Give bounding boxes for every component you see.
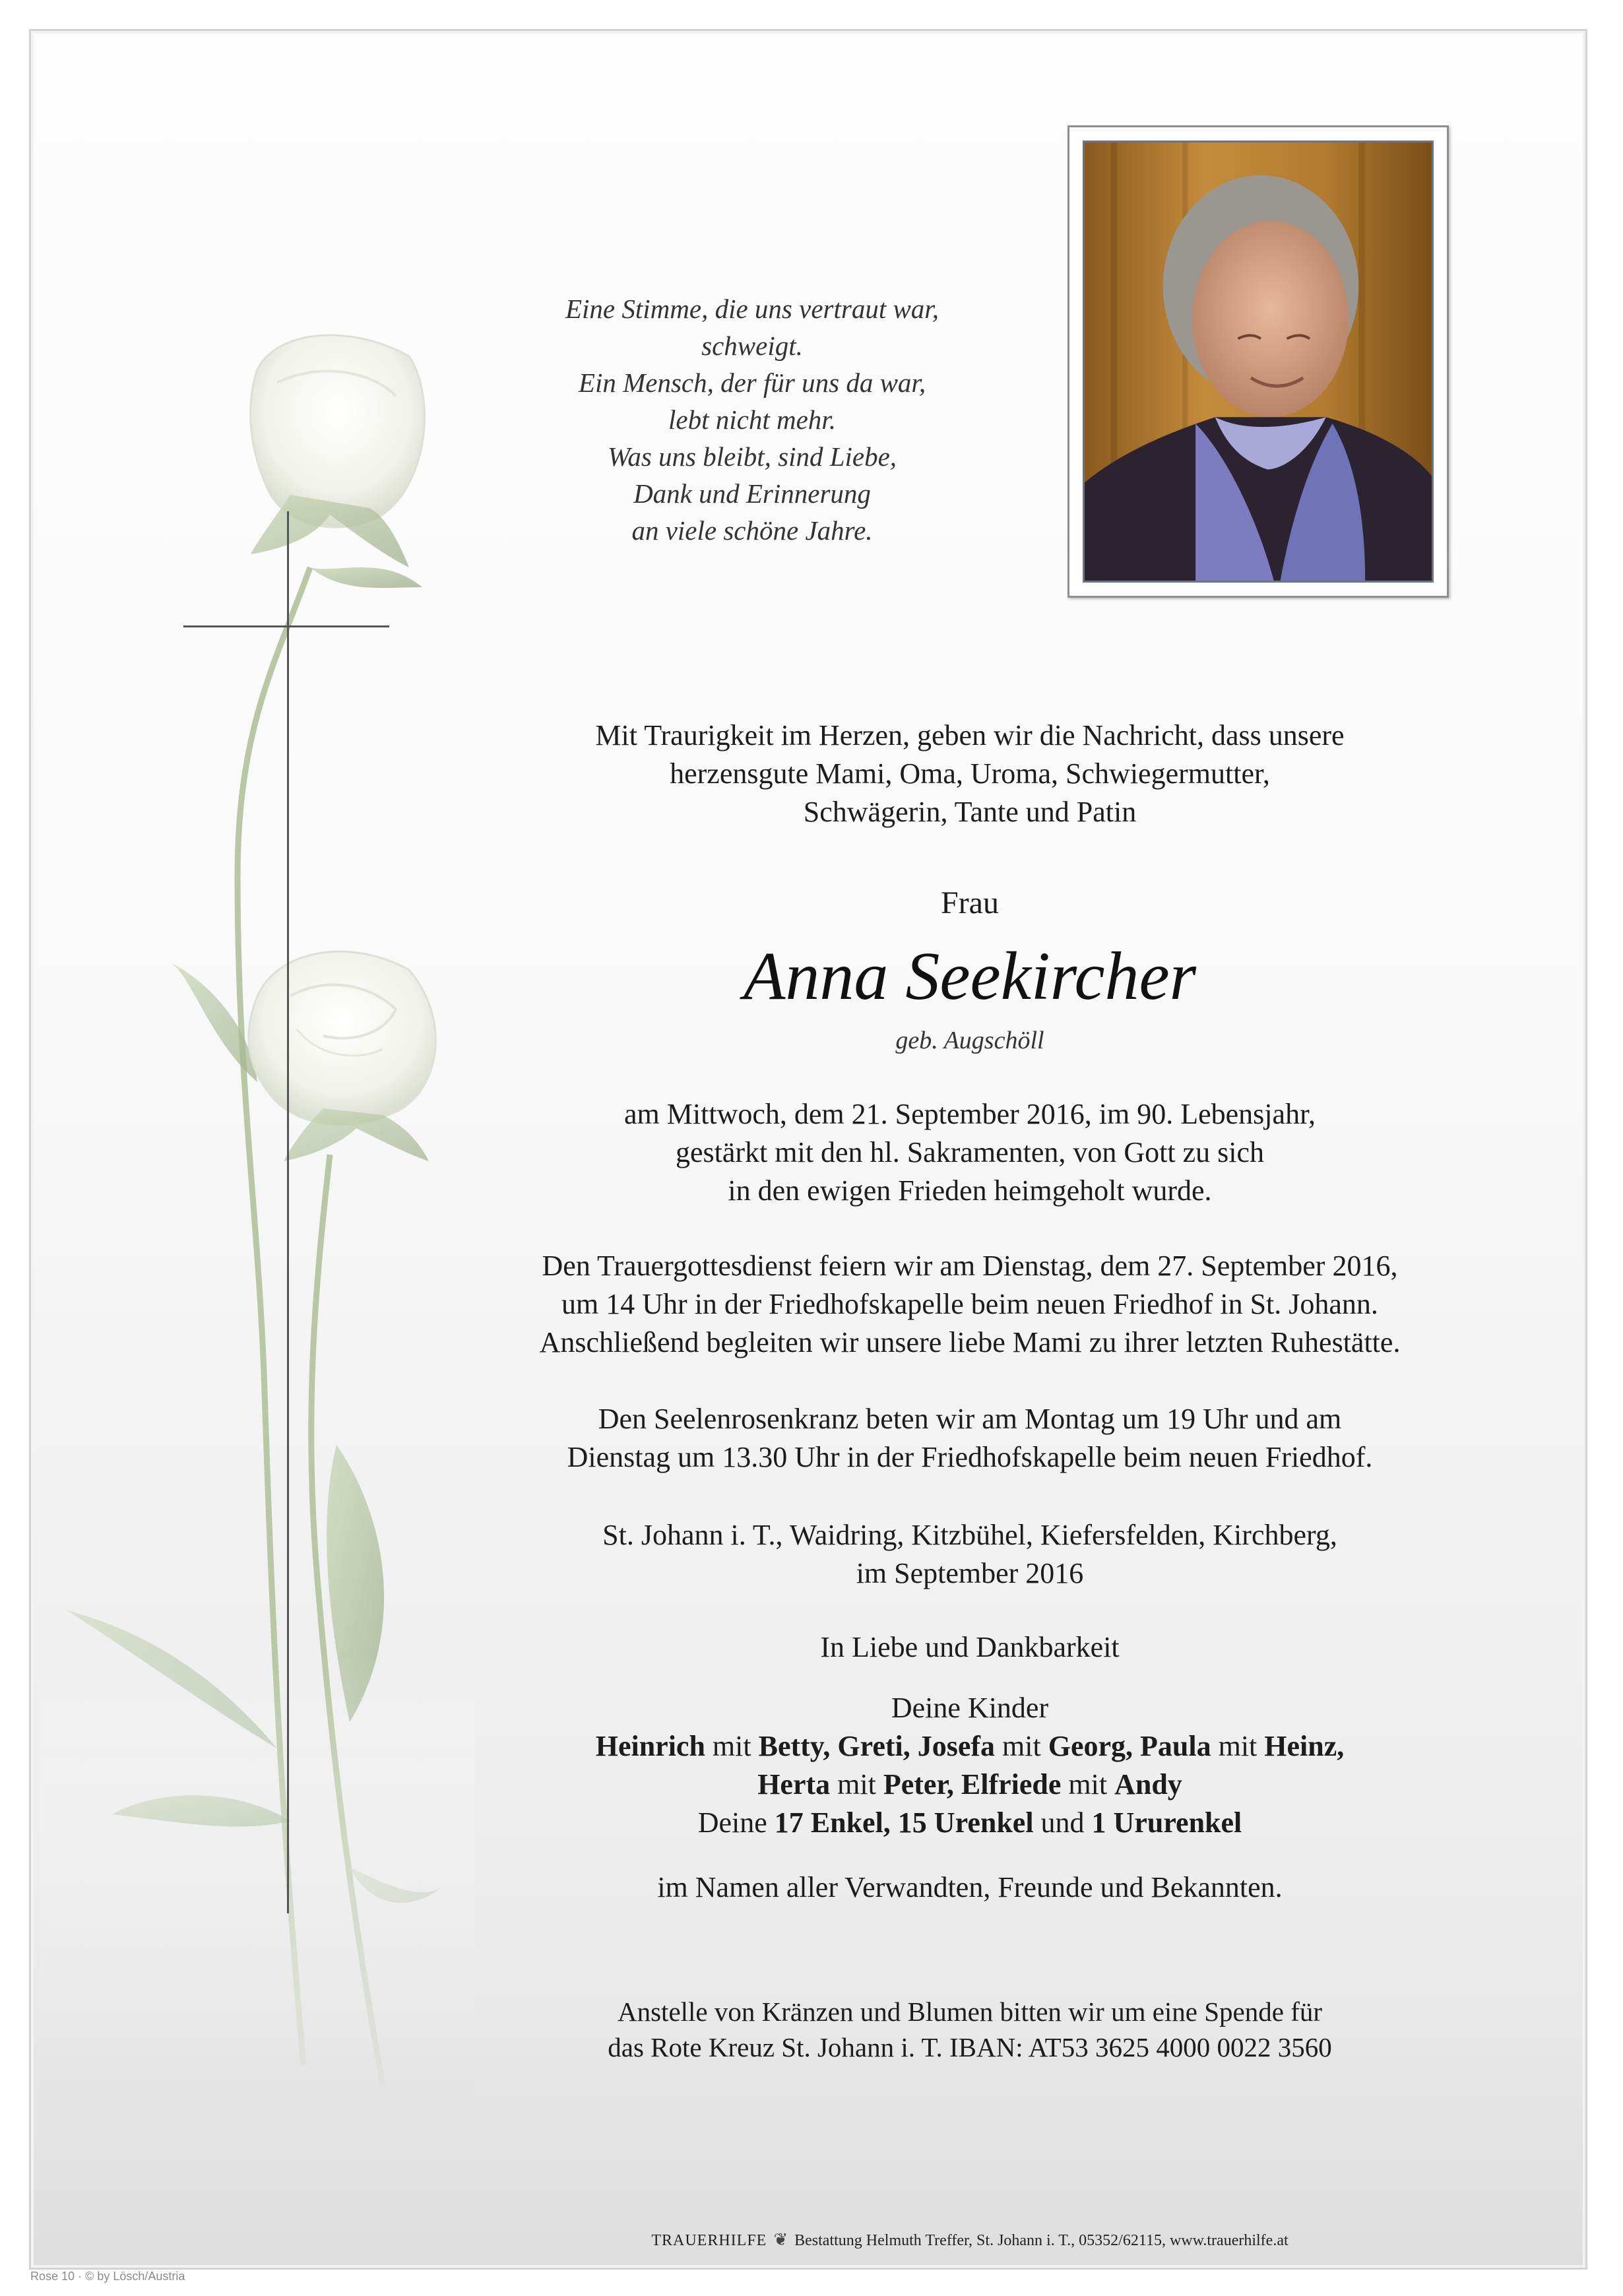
deceased-name: Anna Seekircher bbox=[743, 938, 1197, 1014]
family-line-2: Herta mit Peter, Elfriede mit Andy bbox=[757, 1768, 1182, 1801]
verse-line: Ein Mensch, der für uns da war, bbox=[578, 367, 926, 398]
design-imprint: Rose 10 · © by Lösch/Austria bbox=[30, 2270, 185, 2283]
verse-line: Eine Stimme, die uns vertraut war, bbox=[565, 294, 939, 324]
funeral-home-footer bbox=[422, 2230, 1517, 2250]
verse-line: an viele schöne Jahre. bbox=[631, 515, 873, 546]
relatives-line: im Namen aller Verwandten, Freunde und Bekannten. bbox=[657, 1871, 1283, 1903]
memorial-verse bbox=[501, 290, 1003, 549]
death-line: in den ewigen Frieden heimgeholt wurde. bbox=[728, 1174, 1212, 1207]
verse-line: schweigt. bbox=[701, 331, 803, 361]
portrait-photo bbox=[1083, 141, 1434, 583]
place-line: St. Johann i. T., Waidring, Kitzbühel, Kiefersfelden, Kirchberg, bbox=[602, 1519, 1337, 1551]
portrait-frame bbox=[1067, 125, 1449, 598]
salutation: Frau bbox=[941, 885, 999, 920]
funeral-line: um 14 Uhr in der Friedhofskapelle beim neuen Friedhof in St. Johann. bbox=[561, 1288, 1378, 1320]
death-line: gestärkt mit den hl. Sakramenten, von Gott zu sich bbox=[675, 1136, 1265, 1168]
intro-line: herzensgute Mami, Oma, Uroma, Schwiegermutter, bbox=[670, 757, 1270, 790]
family-list bbox=[422, 1689, 1517, 1842]
intro-line: Schwägerin, Tante und Patin bbox=[803, 796, 1137, 828]
funeral-line: Anschließend begleiten wir unsere liebe Mami zu ihrer letzten Ruhestätte. bbox=[539, 1326, 1401, 1358]
place-date bbox=[422, 1516, 1517, 1593]
children-heading: Deine Kinder bbox=[891, 1692, 1049, 1724]
footer-brand: TRAUERHILFE bbox=[651, 2232, 767, 2249]
death-line: am Mittwoch, dem 21. September 2016, im 90. Lebensjahr, bbox=[624, 1098, 1316, 1130]
rosary-prayer bbox=[422, 1400, 1517, 1477]
announcement-intro bbox=[422, 717, 1517, 831]
death-notice bbox=[422, 1095, 1517, 1210]
donation-request bbox=[422, 1994, 1517, 2065]
funeral-service bbox=[422, 1247, 1517, 1362]
intro-line: Mit Traurigkeit im Herzen, geben wir die Nachricht, dass unsere bbox=[595, 719, 1345, 751]
donation-line: Anstelle von Kränzen und Blumen bitten wir um eine Spende für bbox=[617, 1996, 1323, 2027]
donation-line: das Rote Kreuz St. Johann i. T. IBAN: AT53 3625 4000 0022 3560 bbox=[608, 2032, 1332, 2062]
funeral-line: Den Trauergottesdienst feiern wir am Dienstag, dem 27. September 2016, bbox=[542, 1250, 1398, 1282]
trauerhilfe-logo-icon: ❦ bbox=[773, 2230, 788, 2249]
verse-line: Dank und Erinnerung bbox=[633, 478, 871, 509]
verse-line: lebt nicht mehr. bbox=[668, 404, 836, 435]
rosary-line: Den Seelenrosenkranz beten wir am Montag um 19 Uhr und am bbox=[598, 1403, 1342, 1435]
closing-phrase: In Liebe und Dankbarkeit bbox=[820, 1631, 1120, 1663]
family-line-3: Deine 17 Enkel, 15 Urenkel und 1 Ururenkel bbox=[697, 1806, 1242, 1839]
footer-details: Bestattung Helmuth Treffer, St. Johann i. T., 05352/62115, www.trauerhilfe.at bbox=[794, 2232, 1289, 2249]
place-line: im September 2016 bbox=[856, 1557, 1084, 1589]
family-line-1: Heinrich mit Betty, Greti, Josefa mit Georg, Paula mit Heinz, bbox=[595, 1730, 1345, 1762]
cross-horizontal-bar bbox=[183, 625, 389, 627]
maiden-name: geb. Augschöll bbox=[895, 1027, 1044, 1054]
cross-vertical-bar bbox=[287, 511, 289, 1913]
rosary-line: Dienstag um 13.30 Uhr in der Friedhofskapelle beim neuen Friedhof. bbox=[567, 1441, 1373, 1473]
white-rose-illustration bbox=[40, 317, 475, 2098]
verse-line: Was uns bleibt, sind Liebe, bbox=[607, 441, 897, 472]
